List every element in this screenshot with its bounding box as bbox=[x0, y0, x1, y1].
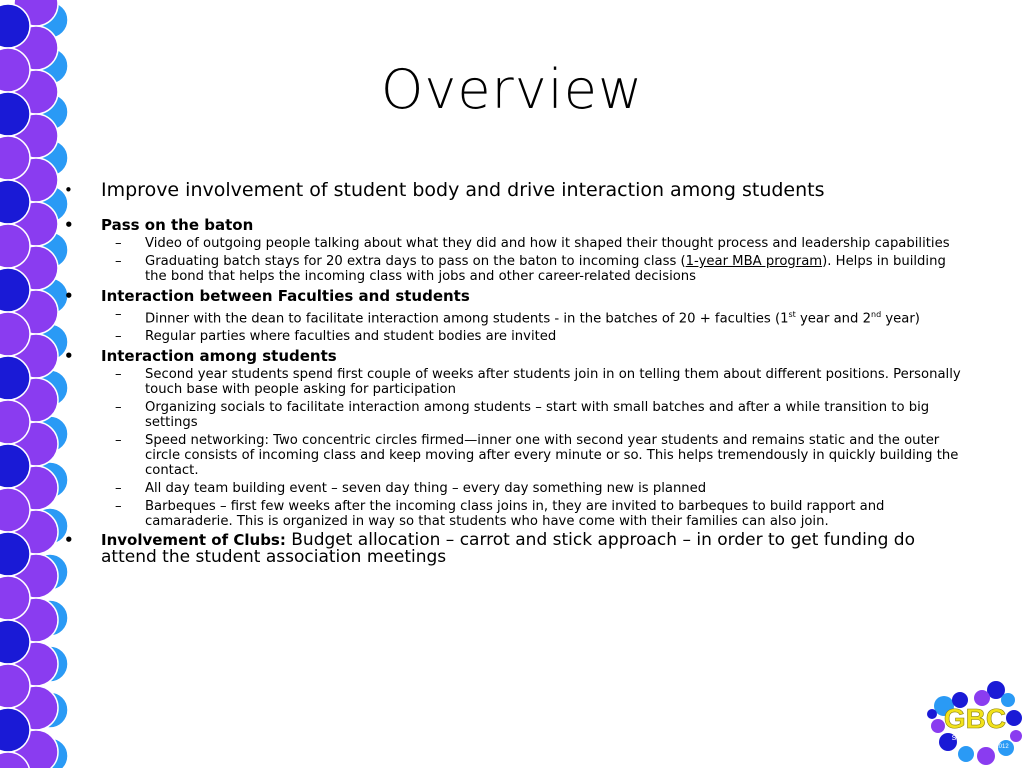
dash-icon: – bbox=[115, 236, 122, 251]
dash-icon: – bbox=[115, 329, 122, 345]
superscript: nd bbox=[871, 310, 882, 319]
dash-icon: – bbox=[115, 433, 122, 449]
list-item-text: Video of outgoing people talking about what they did and how it shaped their thought process and leadership capabilities bbox=[145, 236, 950, 251]
slide-content bbox=[60, 178, 970, 566]
list-item bbox=[60, 367, 970, 397]
dash-icon: – bbox=[115, 481, 122, 497]
section-heading-text: Pass on the baton bbox=[101, 216, 254, 234]
list-item-text: Dinner with the dean to facilitate interaction among students - in the batches of 20 + faculties (1 bbox=[145, 311, 789, 327]
bullet-icon: • bbox=[64, 287, 74, 305]
logo-text: GBC bbox=[943, 703, 1007, 734]
superscript: st bbox=[788, 310, 796, 319]
list-item-text-end: year) bbox=[881, 311, 920, 327]
section-heading-text: Interaction among students bbox=[101, 347, 337, 366]
list-item-text-cont: year and 2 bbox=[795, 311, 871, 327]
dash-icon: – bbox=[115, 307, 122, 322]
list-item-text: Barbeques – first few weeks after the incoming class joins in, they are invited to barbeques to build rapport and camaraderie. This is organized in way so that students who have come with their families can also join. bbox=[145, 499, 885, 530]
dash-icon: – bbox=[115, 367, 122, 383]
intro-bullet bbox=[60, 178, 970, 202]
list-item-text-cont: ). Helps in building the bond that helps the incoming class with jobs and other career-related decisions bbox=[145, 254, 946, 284]
list-item bbox=[60, 236, 970, 251]
list-item-text: Regular parties where faculties and student bodies are invited bbox=[145, 329, 557, 345]
section-pass-on-the-baton bbox=[60, 216, 970, 284]
section-heading bbox=[60, 287, 970, 306]
section-faculties-and-students bbox=[60, 287, 970, 344]
list-item bbox=[60, 400, 970, 430]
list-item bbox=[60, 329, 970, 344]
clubs-colon: : bbox=[279, 531, 286, 550]
section-heading bbox=[60, 347, 970, 366]
list-item bbox=[60, 307, 970, 326]
bullet-icon: • bbox=[64, 216, 74, 234]
bullet-icon: • bbox=[64, 347, 74, 366]
list-item bbox=[60, 254, 970, 284]
section-heading bbox=[60, 216, 970, 235]
list-item bbox=[60, 433, 970, 478]
logo-tagline: size matters bbox=[951, 732, 1001, 742]
section-heading-text: Interaction between Faculties and students bbox=[101, 287, 470, 305]
gbc-logo bbox=[926, 678, 1024, 768]
list-item-text: Organizing socials to facilitate interaction among students – start with small batches and after a while transition to big settings bbox=[145, 400, 930, 431]
list-item-text: Graduating batch stays for 20 extra days to pass on the baton to incoming class ( bbox=[145, 254, 686, 269]
mba-program-link[interactable]: 1-year MBA program bbox=[685, 254, 823, 269]
bullet-icon: • bbox=[64, 531, 74, 550]
intro-text: Improve involvement of student body and drive interaction among students bbox=[101, 179, 825, 201]
section-interaction-among-students bbox=[60, 347, 970, 529]
dash-icon: – bbox=[115, 400, 122, 416]
clubs-text: Budget allocation – carrot and stick approach – in order to get funding do attend the student association meetings bbox=[101, 530, 915, 568]
slide-title: Overview bbox=[380, 58, 644, 121]
list-item-text: Second year students spend first couple of weeks after students join in on telling them about different positions. Personally touch base with people asking for participation bbox=[145, 367, 961, 398]
list-item-text: Speed networking: Two concentric circles firmed—inner one with second year students and remains static and the outer circle consists of incoming class and keep moving after every minute or so. This helps tremendously in quickly building the contact. bbox=[145, 433, 959, 479]
clubs-bullet bbox=[60, 532, 970, 566]
clubs-label: Involvement of Clubs bbox=[101, 531, 280, 550]
list-item-text: All day team building event – seven day thing – every day something new is planned bbox=[145, 481, 707, 497]
list-item bbox=[60, 499, 970, 529]
logo-year: 2012 bbox=[995, 744, 1009, 750]
bullet-icon: • bbox=[64, 181, 73, 199]
dash-icon: – bbox=[115, 499, 122, 515]
dash-icon: – bbox=[115, 254, 122, 269]
list-item bbox=[60, 481, 970, 496]
